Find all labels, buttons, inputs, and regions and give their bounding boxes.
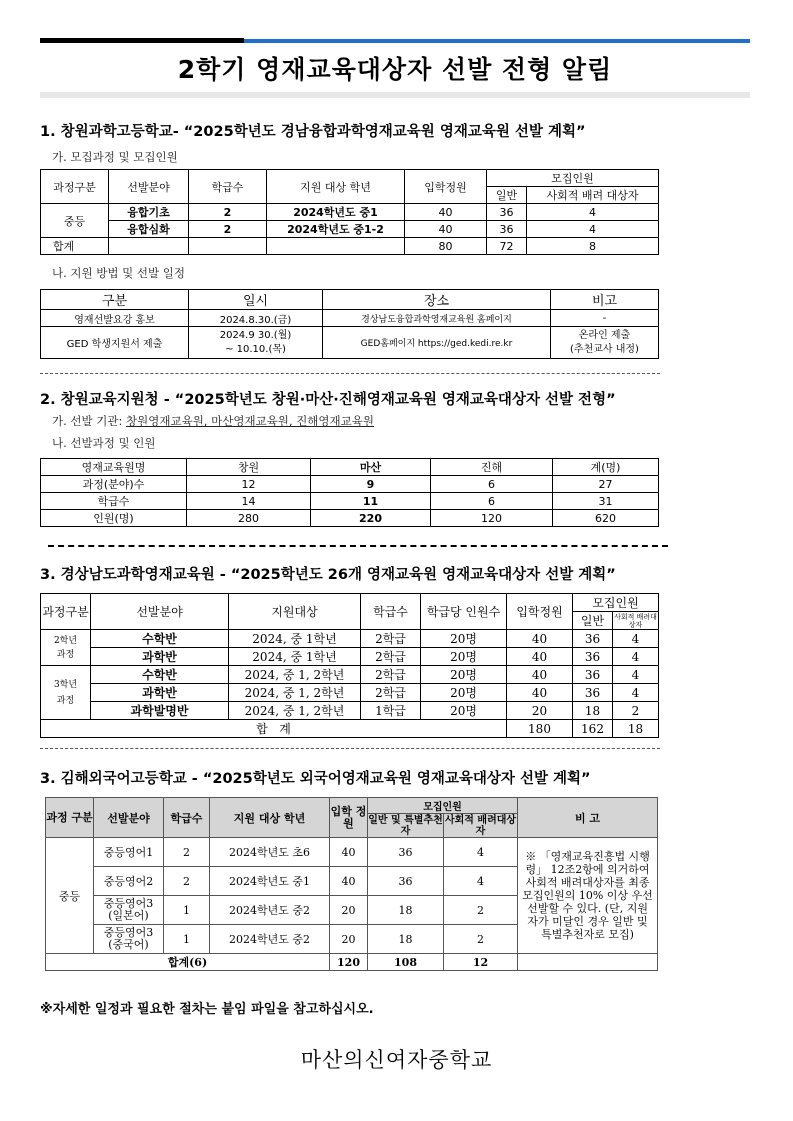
divider	[48, 545, 668, 547]
table-cell: 20	[330, 896, 368, 925]
table-cell: 18	[368, 925, 444, 954]
header-recruit: 모집인원	[368, 798, 518, 814]
table-cell: 36	[573, 666, 613, 684]
section1-heading: 1. 창원과학고등학교- “2025학년도 경남융합과학영재교육원 영재교육원 선발 계획”	[40, 124, 586, 140]
table-cell: 18	[573, 702, 613, 720]
course-label: 중등	[41, 204, 109, 238]
header-social: 사회적 배려대상자	[444, 814, 517, 837]
course-label-line2: 과정	[56, 649, 75, 660]
table-cell: 18	[613, 720, 659, 738]
table-cell: 18	[368, 896, 444, 925]
header-capacity: 입학정원	[507, 594, 573, 630]
table-cell: 2	[164, 867, 210, 896]
table-cell: 영재선발요강 홍보	[41, 310, 189, 327]
table-cell: 12	[187, 476, 311, 493]
table-cell: 220	[311, 510, 431, 527]
page-title: 2학기 영재교육대상자 선발 전형 알림	[177, 55, 613, 84]
table-cell: 162	[573, 720, 613, 738]
table-cell: 27	[553, 476, 659, 493]
table-cell: -	[551, 310, 659, 327]
header-cell: 진해	[431, 459, 553, 476]
table-cell: 2학급	[361, 648, 421, 666]
note-cell: ※ 「영재교육진흥법 시행령」 12조2항에 의거하여 사회적 배려대상자를 최종 모집인원의 10% 이상 우선 선발할 수 있다. (단, 지원자가 미달인 경우 일반 및 특별추천자로 모집)	[518, 838, 658, 954]
table-cell: 36	[368, 838, 444, 867]
table-cell: 2024, 중 1학년	[229, 648, 361, 666]
field-line1: 중등영어3	[103, 926, 154, 939]
header-classes: 학급수	[361, 594, 421, 630]
table-cell	[551, 327, 659, 359]
header-social: 사회적 배려 대상자	[527, 187, 659, 204]
table-cell: 120	[431, 510, 553, 527]
header-cell: 계(명)	[553, 459, 659, 476]
total-label: 합계	[41, 238, 109, 255]
header-field: 선발분야	[109, 170, 189, 204]
section1-schedule-table	[40, 289, 659, 359]
table-cell: 36	[487, 221, 527, 238]
schedule-header-category: 구분	[41, 290, 189, 310]
table-cell: 4	[613, 630, 659, 648]
section4-heading: 3. 김해외국어고등학교 - “2025학년도 외국어영재교육원 영재교육대상자 선발 계획”	[40, 771, 591, 787]
table-cell: 4	[613, 684, 659, 702]
table-cell: GED홈페이지 https://ged.kedi.re.kr	[323, 327, 551, 359]
table-cell: 2024.8.30.(금)	[189, 310, 323, 327]
table-cell: 20명	[421, 630, 507, 648]
table-cell: 수학반	[91, 666, 229, 684]
table-cell: 36	[368, 867, 444, 896]
section1-sub-b: 나. 지원 방법 및 선발 일정	[52, 266, 186, 280]
header-general: 일반 및 특별추천자	[368, 814, 443, 837]
table-cell: 학급수	[41, 493, 187, 510]
table-cell: 20	[507, 702, 573, 720]
header-course: 과정구분	[41, 594, 91, 630]
header-recruit: 모집인원	[487, 170, 659, 187]
table-cell: 2	[189, 221, 267, 238]
table-cell: 2024학년도 중1-2	[267, 221, 405, 238]
table-cell: 2024, 중 1, 2학년	[229, 702, 361, 720]
table-cell: GED 학생지원서 제출	[41, 327, 189, 359]
table-cell: 20	[330, 925, 368, 954]
table-cell: 20명	[421, 684, 507, 702]
table-cell: 중등영어2	[94, 867, 164, 896]
header-capacity: 입학정원	[405, 170, 487, 204]
table-cell	[109, 238, 189, 255]
table-cell: 과학반	[91, 648, 229, 666]
note-line-2: (추천교사 내정)	[570, 343, 639, 355]
course-label-line1: 3학년	[53, 679, 78, 690]
header-field: 선발분야	[94, 798, 164, 838]
table-cell: 2024학년도 중2	[210, 925, 330, 954]
table-cell: 36	[573, 648, 613, 666]
header-general: 일반	[573, 612, 613, 630]
schedule-header-place: 장소	[323, 290, 551, 310]
section2-orgs: 창원영재교육원, 마산영재교육원, 진해영재교육원	[126, 414, 374, 428]
school-name: 마산의신여자중학교	[300, 1048, 493, 1072]
divider	[40, 373, 660, 374]
table-cell: 2학급	[361, 630, 421, 648]
header-cell: 창원	[187, 459, 311, 476]
table-cell: 2024학년도 중1	[267, 204, 405, 221]
table-cell: 11	[311, 493, 431, 510]
table-cell	[94, 896, 164, 925]
table-cell: 20명	[421, 666, 507, 684]
field-line2: (일본어)	[108, 909, 149, 922]
header-course: 과정 구분	[46, 798, 94, 838]
table-cell: 4	[527, 204, 659, 221]
table-cell: 6	[431, 493, 553, 510]
table-cell: 80	[405, 238, 487, 255]
header-cell: 마산	[311, 459, 431, 476]
table-cell: 4	[527, 221, 659, 238]
schedule-header-date: 일시	[189, 290, 323, 310]
table-cell: 40	[507, 630, 573, 648]
table-cell: 20명	[421, 702, 507, 720]
course-label	[41, 630, 91, 666]
section2-sub-a-prefix: 가. 선발 기관:	[52, 414, 127, 428]
table-cell: 1학급	[361, 702, 421, 720]
header-target: 지원대상	[229, 594, 361, 630]
table-cell: 융합기초	[109, 204, 189, 221]
table-cell: 36	[487, 204, 527, 221]
table-cell	[189, 327, 323, 359]
header-target: 지원 대상 학년	[267, 170, 405, 204]
table-cell: 2024, 중 1, 2학년	[229, 684, 361, 702]
section3-heading: 3. 경상남도과학영재교육원 - “2025학년도 26개 영재교육원 영재교육대상자 선발 계획”	[40, 567, 616, 583]
field-line1: 중등영어3	[103, 897, 154, 910]
header-field: 선발분야	[91, 594, 229, 630]
title-bar-black	[40, 38, 244, 43]
table-cell: 과학반	[91, 684, 229, 702]
note-line-1: 온라인 제출	[578, 329, 631, 341]
table-cell: 40	[507, 684, 573, 702]
header-course: 과정구분	[41, 170, 109, 204]
table-cell: 2	[164, 838, 210, 867]
date-line-2: ~ 10.10.(목)	[225, 343, 286, 355]
table-cell: 1	[164, 896, 210, 925]
section1-sub-a: 가. 모집과정 및 모집인원	[52, 150, 178, 164]
field-line2: (중국어)	[108, 938, 149, 951]
table-cell: 2024학년도 초6	[210, 838, 330, 867]
table-cell: 40	[507, 648, 573, 666]
table-cell: 4	[613, 648, 659, 666]
table-cell: 수학반	[91, 630, 229, 648]
table-cell: 4	[613, 666, 659, 684]
table-cell: 중등영어1	[94, 838, 164, 867]
table-cell: 2	[613, 702, 659, 720]
table-cell: 4	[444, 838, 518, 867]
table-cell	[267, 238, 405, 255]
header-social: 사회적 배려대상자	[614, 612, 657, 629]
section1-recruit-table	[40, 169, 659, 255]
title-bar-blue	[244, 39, 750, 43]
table-cell: 9	[311, 476, 431, 493]
footer-note: ※자세한 일정과 필요한 절차는 붙임 파일을 참고하십시오.	[40, 1002, 374, 1017]
table-cell: 36	[573, 630, 613, 648]
table-cell: 2024학년도 중2	[210, 896, 330, 925]
header-classes: 학급수	[189, 170, 267, 204]
table-cell	[518, 954, 658, 971]
section2-sub-b: 나. 선발과정 및 인원	[52, 436, 156, 450]
table-cell: 2학급	[361, 684, 421, 702]
header-target: 지원 대상 학년	[210, 798, 330, 838]
table-cell: 과정(분야)수	[41, 476, 187, 493]
table-cell: 620	[553, 510, 659, 527]
header-capacity: 입학 정원	[330, 798, 368, 838]
title-underline-shade	[40, 92, 750, 98]
course-label-line1: 2학년	[53, 635, 78, 646]
table-cell: 2	[444, 925, 518, 954]
table-cell: 4	[444, 867, 518, 896]
course-label-line2: 과정	[56, 695, 75, 706]
table-cell: 40	[507, 666, 573, 684]
section2-sub-a	[52, 413, 374, 429]
table-cell: 180	[507, 720, 573, 738]
table-cell	[94, 925, 164, 954]
course-label	[41, 666, 91, 720]
table-cell: 12	[444, 954, 518, 971]
table-cell: 36	[573, 684, 613, 702]
schedule-header-note: 비고	[551, 290, 659, 310]
table-cell: 과학발명반	[91, 702, 229, 720]
header-per-class: 학급당 인원수	[421, 594, 507, 630]
table-cell: 280	[187, 510, 311, 527]
table-cell	[189, 238, 267, 255]
table-cell: 40	[405, 221, 487, 238]
table-cell: 40	[330, 867, 368, 896]
table-cell: 인원(명)	[41, 510, 187, 527]
table-cell: 2024학년도 중1	[210, 867, 330, 896]
table-cell: 6	[431, 476, 553, 493]
table-cell: 2	[189, 204, 267, 221]
section2-table	[40, 458, 659, 527]
table-cell: 2024, 중 1, 2학년	[229, 666, 361, 684]
header-cell: 영재교육원명	[41, 459, 187, 476]
divider	[40, 748, 660, 749]
header-recruit: 모집인원	[573, 594, 659, 612]
table-cell: 108	[368, 954, 444, 971]
table-cell: 경상남도융합과학영재교육원 홈페이지	[323, 310, 551, 327]
section4-table	[45, 797, 658, 971]
total-label: 합 계	[41, 720, 507, 738]
table-cell: 8	[527, 238, 659, 255]
table-cell: 40	[330, 838, 368, 867]
section3-table	[40, 593, 659, 738]
table-cell: 120	[330, 954, 368, 971]
header-note: 비 고	[518, 798, 658, 838]
table-cell: 31	[553, 493, 659, 510]
table-cell: 2학급	[361, 666, 421, 684]
course-label: 중등	[46, 838, 94, 954]
header-classes: 학급수	[164, 798, 210, 838]
header-general: 일반	[487, 187, 527, 204]
table-cell: 2	[444, 896, 518, 925]
total-label: 합계(6)	[46, 954, 330, 971]
table-cell: 40	[405, 204, 487, 221]
table-cell: 융합심화	[109, 221, 189, 238]
section2-heading: 2. 창원교육지원청 - “2025학년도 창원·마산·진해영재교육원 영재교육대상자 선발 전형”	[40, 392, 616, 408]
date-line-1: 2024.9 30.(월)	[219, 329, 292, 341]
table-cell: 72	[487, 238, 527, 255]
table-cell: 2024, 중 1학년	[229, 630, 361, 648]
table-cell: 14	[187, 493, 311, 510]
table-cell: 20명	[421, 648, 507, 666]
table-cell: 1	[164, 925, 210, 954]
